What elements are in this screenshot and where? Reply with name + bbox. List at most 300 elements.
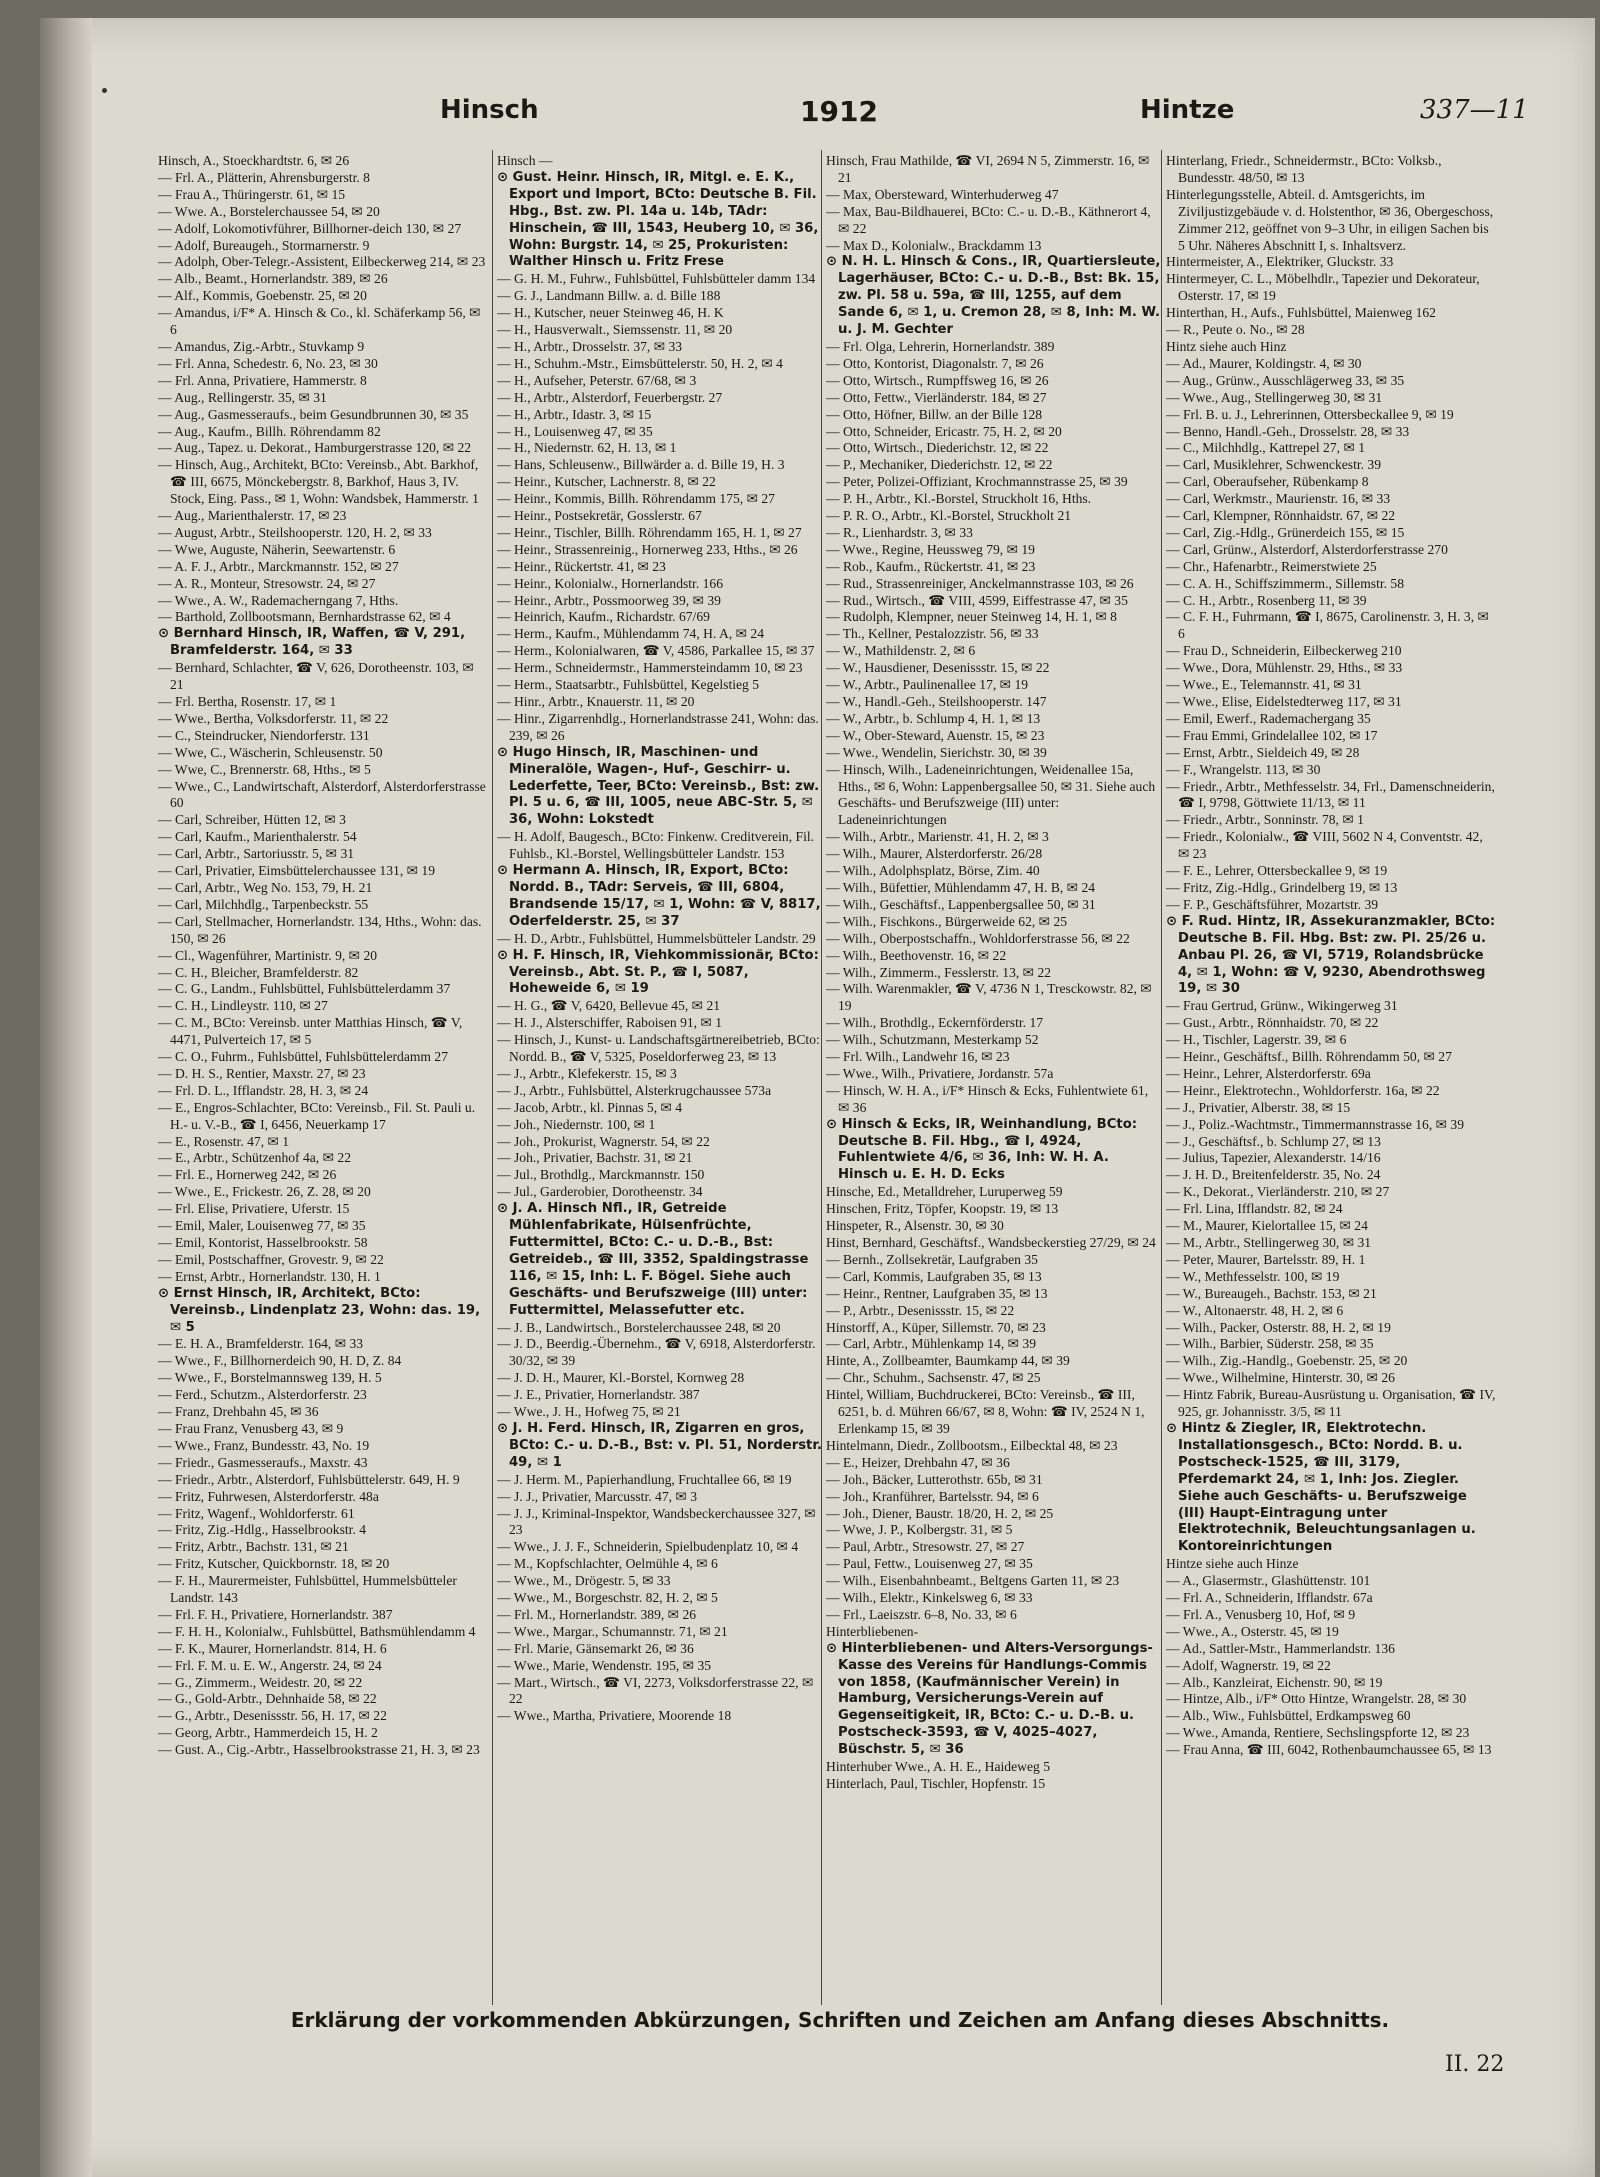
- directory-entry: — Fritz, Arbtr., Bachstr. 131, ✉ 21: [158, 1539, 349, 1555]
- directory-entry: Hinterlegungsstelle, Abteil. d. Amtsgerichts, im Ziviljustizgebäude v. d. Holstenthor, ✉ 36, Obergeschoss, Zimmer 212, geöffnet von 9–3 Uhr, in eiligen Sachen bis 5 Uhr. Näheres Abschnitt I, s. Inhaltsverz.: [1166, 186, 1494, 253]
- directory-entry: — Paul, Fettw., Louisenweg 27, ✉ 35: [826, 1556, 1033, 1572]
- directory-entry: — Friedr., Arbtr., Sonninstr. 78, ✉ 1: [1166, 812, 1364, 828]
- directory-entry: — P. H., Arbtr., Kl.-Borstel, Struckholt 16, Hths.: [826, 491, 1092, 507]
- directory-entry: — Aug., Rellingerstr. 35, ✉ 31: [158, 389, 327, 405]
- directory-entry: — E., Arbtr., Schützenhof 4a, ✉ 22: [158, 1150, 351, 1166]
- directory-entry: — Carl, Privatier, Eimsbüttelerchaussee 131, ✉ 19: [158, 863, 435, 879]
- directory-entry: ⊙ Bernhard Hinsch, IR, Waffen, ☎ V, 291, Bramfelderstr. 164, ✉ 33: [158, 626, 466, 659]
- directory-entry: — Frl. Olga, Lehrerin, Hornerlandstr. 389: [826, 338, 1055, 354]
- directory-entry: — J. E., Privatier, Hornerlandstr. 387: [497, 1387, 700, 1403]
- directory-entry: Hintel, William, Buchdruckerei, BCto: Vereinsb., ☎ III, 6251, b. d. Mühren 66/67, ✉ 8, Wohn: ☎ IV, 2524 N 1, Erlenkamp 15, ✉ 39: [826, 1387, 1145, 1436]
- directory-entry: — Friedr., Arbtr., Methfesselstr. 34, Frl., Damenschneiderin, ☎ I, 9798, Göttwiete 11/13, ✉ 11: [1166, 778, 1495, 811]
- directory-entry: — F. K., Maurer, Hornerlandstr. 814, H. 6: [158, 1640, 387, 1656]
- directory-entry: — Heinr., Strassenreinig., Hornerweg 233, Hths., ✉ 26: [497, 541, 798, 557]
- directory-entry: Hinstorff, A., Küper, Sillemstr. 70, ✉ 23: [826, 1319, 1046, 1335]
- directory-entry: — Amandus, Zig.-Arbtr., Stuvkamp 9: [158, 338, 365, 354]
- directory-entry: — C. H., Bleicher, Bramfelderstr. 82: [158, 964, 359, 980]
- directory-entry: — Aug., Kaufm., Billh. Röhrendamm 82: [158, 423, 381, 439]
- directory-entry: — E., Rosenstr. 47, ✉ 1: [158, 1133, 290, 1149]
- directory-entry: ⊙ H. F. Hinsch, IR, Viehkommissionär, BCto: Vereinsb., Abt. St. P., ☎ I, 5087, Hoheweide 6, ✉ 19: [497, 947, 819, 997]
- directory-entry: — Joh., Diener, Baustr. 18/20, H. 2, ✉ 25: [826, 1505, 1054, 1521]
- directory-entry: — H., Arbtr., Drosselstr. 37, ✉ 33: [497, 338, 683, 354]
- directory-entry: — Ernst, Arbtr., Sieldeich 49, ✉ 28: [1166, 744, 1360, 760]
- directory-entry: Hintze siehe auch Hinze: [1166, 1556, 1299, 1572]
- directory-entry: — Adolph, Ober-Telegr.-Assistent, Eilbeckerweg 214, ✉ 23: [158, 254, 486, 270]
- directory-entry: — E. H. A., Bramfelderstr. 164, ✉ 33: [158, 1336, 364, 1352]
- directory-entry: — Ernst, Arbtr., Hornerlandstr. 130, H. 1: [158, 1268, 381, 1284]
- directory-entry: — J. D. H., Maurer, Kl.-Borstel, Kornweg 28: [497, 1370, 745, 1386]
- directory-entry: — Carl, Kaufm., Marienthalerstr. 54: [158, 829, 357, 845]
- directory-column-4: [1166, 153, 1496, 2003]
- directory-entry: — Jul., Brothdlg., Marckmannstr. 150: [497, 1167, 705, 1183]
- directory-entry: — Jul., Garderobier, Dorotheenstr. 34: [497, 1184, 703, 1200]
- directory-entry: ⊙ Ernst Hinsch, IR, Architekt, BCto: Vereinsb., Lindenplatz 23, Wohn: das. 19, ✉ 5: [158, 1285, 481, 1335]
- directory-entry: — Heinr., Tischler, Billh. Röhrendamm 165, H. 1, ✉ 27: [497, 524, 802, 540]
- directory-entry: — H., Aufseher, Peterstr. 67/68, ✉ 3: [497, 372, 697, 388]
- directory-entry: — H., Niedernstr. 62, H. 13, ✉ 1: [497, 440, 677, 456]
- directory-entry: Hintelmann, Diedr., Zollbootsm., Eilbecktal 48, ✉ 23: [826, 1437, 1118, 1453]
- directory-column-1: [158, 153, 488, 2003]
- directory-entry: — Barthold, Zollbootsmann, Bernhardstrasse 62, ✉ 4: [158, 609, 451, 625]
- directory-entry: — Bernh., Zollsekretär, Laufgraben 35: [826, 1251, 1038, 1267]
- directory-entry: — E., Engros-Schlachter, BCto: Vereinsb., Fil. St. Pauli u. H.- u. V.-B., ☎ I, 6456, Neuerkamp 17: [158, 1099, 476, 1132]
- directory-entry: — Wwe., M., Drögestr. 5, ✉ 33: [497, 1573, 671, 1589]
- directory-entry: — Wwe., E., Frickestr. 26, Z. 28, ✉ 20: [158, 1184, 371, 1200]
- directory-entry: — Wwe., F., Borstelmannsweg 139, H. 5: [158, 1370, 382, 1386]
- directory-entry: — C. F. H., Fuhrmann, ☎ I, 8675, Carolinenstr. 3, H. 3, ✉ 6: [1166, 609, 1489, 642]
- directory-entry: — Wwe, C., Wäscherin, Schleusenstr. 50: [158, 744, 383, 760]
- directory-entry: — Wwe, J. P., Kolbergstr. 31, ✉ 5: [826, 1522, 1013, 1538]
- directory-entry: — A., Glasermstr., Glashüttenstr. 101: [1166, 1573, 1371, 1589]
- directory-entry: Hintermeister, A., Elektriker, Gluckstr. 33: [1166, 254, 1394, 270]
- directory-entry: — Adolf, Bureaugeh., Stormarnerstr. 9: [158, 237, 370, 253]
- directory-entry: — Wilh., Adolphsplatz, Börse, Zim. 40: [826, 863, 1040, 879]
- directory-entry: — Hinr., Zigarrenhdlg., Hornerlandstrasse 241, Wohn: das. 239, ✉ 26: [497, 710, 819, 743]
- directory-entry: — Wilh., Zimmerm., Fesslerstr. 13, ✉ 22: [826, 964, 1052, 980]
- directory-entry: — C. M., BCto: Vereinsb. unter Matthias Hinsch, ☎ V, 4471, Pulverteich 17, ✉ 5: [158, 1015, 463, 1048]
- directory-entry: — Otto, Höfner, Billw. an der Bille 128: [826, 406, 1043, 422]
- directory-entry: — Heinrich, Kaufm., Richardstr. 67/69: [497, 609, 710, 625]
- directory-entry: — Wilh., Eisenbahnbeamt., Beltgens Garten 11, ✉ 23: [826, 1573, 1120, 1589]
- directory-entry: — W., Mathildenstr. 2, ✉ 6: [826, 643, 976, 659]
- directory-entry: — Wwe., Wilh., Privatiere, Jordanstr. 57a: [826, 1065, 1054, 1081]
- directory-entry: — Carl, Klempner, Rönnhaidstr. 67, ✉ 22: [1166, 508, 1396, 524]
- directory-entry: — Heinr., Lehrer, Alsterdorferstr. 69a: [1166, 1065, 1371, 1081]
- directory-entry: — Frl., Laeiszstr. 6–8, No. 33, ✉ 6: [826, 1606, 1017, 1622]
- directory-entry: — Gust., Arbtr., Rönnhaidstr. 70, ✉ 22: [1166, 1015, 1379, 1031]
- directory-entry: — Hintz Fabrik, Bureau-Ausrüstung u. Organisation, ☎ IV, 925, gr. Johannisstr. 3/5, ✉ 11: [1166, 1387, 1496, 1420]
- directory-entry: — Frl. A., Venusberg 10, Hof, ✉ 9: [1166, 1606, 1356, 1622]
- sheet-mark: II. 22: [1445, 2052, 1505, 2077]
- directory-entry: — F., Wrangelstr. 113, ✉ 30: [1166, 761, 1321, 777]
- directory-entry: — Cl., Wagenführer, Martinistr. 9, ✉ 20: [158, 947, 378, 963]
- directory-entry: — Wwe., J. J. F., Schneiderin, Spielbudenplatz 10, ✉ 4: [497, 1539, 799, 1555]
- directory-entry: — W., Hausdiener, Desenissstr. 15, ✉ 22: [826, 660, 1050, 676]
- directory-entry: — F. H., Maurermeister, Fuhlsbüttel, Hummelsbütteler Landstr. 143: [158, 1573, 457, 1606]
- directory-entry: Hinsche, Ed., Metalldreher, Luruperweg 59: [826, 1184, 1063, 1200]
- directory-entry: — Max D., Kolonialw., Brackdamm 13: [826, 237, 1042, 253]
- directory-entry: — Rudolph, Klempner, neuer Steinweg 14, H. 1, ✉ 8: [826, 609, 1117, 625]
- directory-entry: — W., Handl.-Geh., Steilshooperstr. 147: [826, 694, 1047, 709]
- directory-entry: — Herm., Staatsarbtr., Fuhlsbüttel, Kegelstieg 5: [497, 677, 760, 693]
- directory-entry: — Emil, Maler, Louisenweg 77, ✉ 35: [158, 1218, 366, 1234]
- directory-entry: — J., Poliz.-Wachtmstr., Timmermannstrasse 16, ✉ 39: [1166, 1116, 1465, 1132]
- directory-entry: — H. J., Alsterschiffer, Raboisen 91, ✉ 1: [497, 1015, 723, 1031]
- directory-entry: — H. G., ☎ V, 6420, Bellevue 45, ✉ 21: [497, 998, 721, 1014]
- directory-entry: — Emil, Ewerf., Rademachergang 35: [1166, 710, 1371, 726]
- directory-entry: — Wwe., Wilhelmine, Hinterstr. 30, ✉ 26: [1166, 1370, 1395, 1386]
- directory-entry: — Wwe., J. H., Hofweg 75, ✉ 21: [497, 1404, 681, 1420]
- directory-entry: — Herm., Schneidermstr., Hammersteindamm 10, ✉ 23: [497, 660, 803, 676]
- directory-entry: — Peter, Polizei-Offiziant, Krochmannstrasse 25, ✉ 39: [826, 474, 1128, 490]
- directory-entry: — J. H. D., Breitenfelderstr. 35, No. 24: [1166, 1167, 1381, 1183]
- directory-entry: — Wilh., Beethovenstr. 16, ✉ 22: [826, 947, 1007, 963]
- directory-entry: — Wilh., Barbier, Süderstr. 258, ✉ 35: [1166, 1336, 1374, 1352]
- directory-entry: — Frau Gertrud, Grünw., Wikingerweg 31: [1166, 998, 1398, 1014]
- directory-entry: ⊙ J. H. Ferd. Hinsch, IR, Zigarren en gros, BCto: C.- u. D.-B., Bst: v. Pl. 51, Norderstr. 49, ✉ 1: [497, 1420, 822, 1470]
- directory-entry: — Frau Franz, Venusberg 43, ✉ 9: [158, 1420, 344, 1436]
- directory-entry: — Heinr., Rentner, Laufgraben 35, ✉ 13: [826, 1285, 1048, 1301]
- directory-entry: — H., Arbtr., Idastr. 3, ✉ 15: [497, 406, 652, 422]
- directory-entry: Hinsch, Frau Mathilde, ☎ VI, 2694 N 5, Zimmerstr. 16, ✉ 21: [826, 153, 1150, 185]
- directory-entry: — W., Arbtr., Paulinenallee 17, ✉ 19: [826, 677, 1029, 693]
- directory-entry: — Aug., Gasmesseraufs., beim Gesundbrunnen 30, ✉ 35: [158, 406, 469, 422]
- directory-entry: — H. D., Arbtr., Fuhlsbüttel, Hummelsbütteler Landstr. 29: [497, 930, 816, 946]
- directory-entry: — W., Arbtr., b. Schlump 4, H. 1, ✉ 13: [826, 710, 1041, 726]
- directory-entry: — Amandus, i/F* A. Hinsch & Co., kl. Schäferkamp 56, ✉ 6: [158, 305, 481, 338]
- directory-entry: — Carl, Werkmstr., Maurienstr. 16, ✉ 33: [1166, 491, 1391, 507]
- directory-entry: — Rud., Wirtsch., ☎ VIII, 4599, Eiffestrasse 47, ✉ 35: [826, 592, 1128, 608]
- directory-entry: — Carl, Arbtr., Weg No. 153, 79, H. 21: [158, 879, 373, 895]
- directory-entry: — Frl. Wilh., Landwehr 16, ✉ 23: [826, 1049, 1010, 1065]
- directory-entry: — Frl. B. u. J., Lehrerinnen, Ottersbeckallee 9, ✉ 19: [1166, 406, 1454, 422]
- directory-entry: — Joh., Privatier, Bachstr. 31, ✉ 21: [497, 1150, 693, 1166]
- directory-entry: — Mart., Wirtsch., ☎ VI, 2273, Volksdorferstrasse 22, ✉ 22: [497, 1674, 814, 1707]
- directory-entry: — Carl, Grünw., Alsterdorf, Alsterdorferstrasse 270: [1166, 541, 1448, 557]
- directory-entry: — Frl. Marie, Gänsemarkt 26, ✉ 36: [497, 1640, 694, 1656]
- abbreviation-note: Erklärung der vorkommenden Abkürzungen, Schriften und Zeichen am Anfang dieses Abschnitts.: [290, 2008, 1390, 2032]
- directory-entry: — Wwe., Wendelin, Sierichstr. 30, ✉ 39: [826, 744, 1047, 760]
- directory-entry: ⊙ Hugo Hinsch, IR, Maschinen- und Mineralöle, Wagen-, Huf-, Geschirr- u. Lederfette, Teer, BCto: Vereinsb., Bst: zw. Pl. 5 u. 6, ☎ III, 1005, neue ABC-Str. 5, ✉ 36, Wohn: Lokstedt: [497, 744, 820, 828]
- directory-entry: — Carl, Musiklehrer, Schwenckestr. 39: [1166, 457, 1382, 473]
- directory-entry: — Bernhard, Schlachter, ☎ V, 626, Dorotheenstr. 103, ✉ 21: [158, 660, 474, 693]
- directory-entry: — Frl. D. L., Ifflandstr. 28, H. 3, ✉ 24: [158, 1082, 369, 1098]
- directory-entry: — Hans, Schleusenw., Billwärder a. d. Bille 19, H. 3: [497, 457, 785, 473]
- directory-entry: — H., Hausverwalt., Siemssenstr. 11, ✉ 20: [497, 322, 733, 338]
- directory-entry: — Frl. Anna, Privatiere, Hammerstr. 8: [158, 372, 367, 388]
- directory-entry: ⊙ N. H. L. Hinsch & Cons., IR, Quartiersleute, Lagerhäuser, BCto: C.- u. D.-B., Bst: Bk. 15, zw. Pl. 58 u. 59a, ☎ III, 1255, auf dem Sande 6, ✉ 1, u. Cremon 28, ✉ 8, Inh: M. W. u. J. M. Gechter: [826, 254, 1161, 338]
- directory-entry: — A. F. J., Arbtr., Marckmannstr. 152, ✉ 27: [158, 558, 399, 574]
- directory-entry: — Alb., Kanzleirat, Eichenstr. 90, ✉ 19: [1166, 1674, 1383, 1690]
- directory-entry: — Frl. Elise, Privatiere, Uferstr. 15: [158, 1201, 350, 1217]
- directory-entry: — H., Tischler, Lagerstr. 39, ✉ 6: [1166, 1032, 1347, 1048]
- directory-entry: — Frl. F. H., Privatiere, Hornerlandstr. 387: [158, 1606, 393, 1622]
- directory-entry: — Adolf, Wagnerstr. 19, ✉ 22: [1166, 1657, 1331, 1673]
- directory-entry: Hinspeter, R., Alsenstr. 30, ✉ 30: [826, 1218, 1004, 1234]
- directory-entry: — Fritz, Wagenf., Wohldorferstr. 61: [158, 1505, 355, 1521]
- book-gutter: [40, 18, 92, 2177]
- directory-entry: — Benno, Handl.-Geh., Drosselstr. 28, ✉ 33: [1166, 423, 1410, 439]
- directory-entry: — Carl, Arbtr., Sartoriusstr. 5, ✉ 31: [158, 846, 355, 862]
- directory-entry: — Max, Obersteward, Winterhuderweg 47: [826, 186, 1059, 202]
- directory-entry: — M., Maurer, Kielortallee 15, ✉ 24: [1166, 1218, 1368, 1234]
- directory-entry: — Alb., Beamt., Hornerlandstr. 389, ✉ 26: [158, 271, 388, 287]
- directory-entry: — Wilh., Fischkons., Bürgerweide 62, ✉ 25: [826, 913, 1068, 929]
- directory-entry: — Friedr., Gasmesseraufs., Maxstr. 43: [158, 1454, 368, 1470]
- header-last-name: Hintze: [1140, 95, 1235, 125]
- directory-entry: — D. H. S., Rentier, Maxstr. 27, ✉ 23: [158, 1065, 366, 1081]
- directory-entry: — J., Arbtr., Klefekerstr. 15, ✉ 3: [497, 1065, 677, 1081]
- directory-entry: — Frl. Anna, Schedestr. 6, No. 23, ✉ 30: [158, 355, 378, 371]
- directory-entry: — P. R. O., Arbtr., Kl.-Borstel, Struckholt 21: [826, 508, 1072, 524]
- directory-entry: — C. O., Fuhrm., Fuhlsbüttel, Fuhlsbüttelerdamm 27: [158, 1049, 449, 1065]
- directory-entry: — Gust. A., Cig.-Arbtr., Hasselbrookstrasse 21, H. 3, ✉ 23: [158, 1742, 480, 1758]
- directory-entry: — Max, Bau-Bildhauerei, BCto: C.- u. D.-B., Käthnerort 4, ✉ 22: [826, 203, 1151, 236]
- directory-entry: Hinterthan, H., Aufs., Fuhlsbüttel, Maienweg 162: [1166, 305, 1436, 321]
- directory-entry: — Wilh., Zig.-Handlg., Goebenstr. 25, ✉ 20: [1166, 1353, 1408, 1369]
- directory-entry: — August, Arbtr., Steilshooperstr. 120, H. 2, ✉ 33: [158, 524, 432, 540]
- directory-entry: — Emil, Kontorist, Hasselbrookstr. 58: [158, 1235, 368, 1250]
- directory-entry: — Carl, Schreiber, Hütten 12, ✉ 3: [158, 812, 346, 828]
- directory-entry: — Franz, Drehbahn 45, ✉ 36: [158, 1404, 319, 1420]
- directory-entry: — Wwe., A., Osterstr. 45, ✉ 19: [1166, 1623, 1339, 1639]
- directory-entry: — G., Arbtr., Desenissstr. 56, H. 17, ✉ 22: [158, 1708, 387, 1724]
- directory-entry: — J. J., Privatier, Marcusstr. 47, ✉ 3: [497, 1488, 698, 1504]
- directory-entry: — Peter, Maurer, Bartelsstr. 89, H. 1: [1166, 1251, 1366, 1267]
- directory-entry: — Wwe., Dora, Mühlenstr. 29, Hths., ✉ 33: [1166, 660, 1403, 676]
- directory-column-2: [497, 153, 827, 2003]
- directory-entry: — G. J., Landmann Billw. a. d. Bille 188: [497, 288, 721, 304]
- directory-entry: — Chr., Hafenarbtr., Reimerstwiete 25: [1166, 558, 1377, 574]
- directory-entry: — Otto, Fettw., Vierländerstr. 184, ✉ 27: [826, 389, 1047, 405]
- directory-entry: — C. H., Lindleystr. 110, ✉ 27: [158, 998, 328, 1014]
- directory-entry: — W., Bureaugeh., Bachstr. 153, ✉ 21: [1166, 1285, 1377, 1301]
- directory-entry: — J. J., Kriminal-Inspektor, Wandsbeckerchaussee 327, ✉ 23: [497, 1505, 816, 1538]
- directory-entry: ⊙ Gust. Heinr. Hinsch, IR, Mitgl. e. E. K., Export und Import, BCto: Deutsche B. Fil. Hbg., Bst. zw. Pl. 14a u. 14b, TAdr: Hinschein, ☎ III, 1543, Heuberg 10, ✉ 36, Wohn: Burgstr. 14, ✉ 25, Prokuristen: Walther Hinsch u. Fritz Frese: [497, 169, 819, 270]
- directory-entry: — H., Kutscher, neuer Steinweg 46, H. K: [497, 305, 724, 321]
- directory-entry: — H., Arbtr., Alsterdorf, Feuerbergstr. 27: [497, 389, 723, 405]
- directory-entry: — C., Steindrucker, Niendorferstr. 131: [158, 727, 370, 743]
- directory-entry: — C., Milchhdlg., Kattrepel 27, ✉ 1: [1166, 440, 1366, 456]
- directory-entry: — H., Louisenweg 47, ✉ 35: [497, 423, 653, 439]
- directory-entry: — J. B., Landwirtsch., Borstelerchaussee 248, ✉ 20: [497, 1319, 781, 1335]
- directory-entry: Hinterbliebenen-: [826, 1623, 919, 1639]
- header-year: 1912: [800, 95, 878, 128]
- directory-column-3: [826, 153, 1161, 2003]
- directory-entry: ⊙ Hinterbliebenen- und Alters-Versorgungs-Kasse des Vereins für Handlungs-Commis von 1858, (Kaufmännischer Verein) in Hamburg, Versicherungs-Verein auf Gegenseitigkeit, IR, BCto: C.- u. D.-B. u. Postscheck-3593, ☎ V, 4025–4027, Büschstr. 5, ✉ 36: [826, 1640, 1153, 1758]
- directory-entry: — Joh., Bäcker, Lutterothstr. 65b, ✉ 31: [826, 1471, 1043, 1487]
- directory-entry: — Carl, Kommis, Laufgraben 35, ✉ 13: [826, 1268, 1042, 1284]
- directory-entry: — P., Mechaniker, Diederichstr. 12, ✉ 22: [826, 457, 1053, 473]
- directory-entry: — Carl, Oberaufseher, Rübenkamp 8: [1166, 474, 1369, 490]
- directory-entry: — H., Schuhm.-Mstr., Eimsbüttelerstr. 50, H. 2, ✉ 4: [497, 355, 783, 371]
- directory-entry: — Ad., Sattler-Mstr., Hammerlandstr. 136: [1166, 1640, 1395, 1656]
- directory-entry: — Wwe., Bertha, Volksdorferstr. 11, ✉ 22: [158, 710, 389, 726]
- directory-entry: — Jacob, Arbtr., kl. Pinnas 5, ✉ 4: [497, 1099, 683, 1115]
- directory-entry: — Wilh., Schutzmann, Mesterkamp 52: [826, 1032, 1039, 1048]
- directory-entry: — Wwe, Auguste, Näherin, Seewartenstr. 6: [158, 541, 396, 557]
- directory-entry: Hintermeyer, C. L., Möbelhdlr., Tapezier und Dekorateur, Osterstr. 17, ✉ 19: [1166, 271, 1480, 304]
- directory-entry: — Heinr., Rückertstr. 41, ✉ 23: [497, 558, 666, 574]
- directory-entry: — Frau Anna, ☎ III, 6042, Rothenbaumchaussee 65, ✉ 13: [1166, 1742, 1492, 1758]
- directory-entry: — J., Arbtr., Fuhlsbüttel, Alsterkrugchaussee 573a: [497, 1082, 772, 1098]
- directory-entry: — Emil, Postschaffner, Grovestr. 9, ✉ 22: [158, 1251, 384, 1267]
- directory-entry: Hinte, A., Zollbeamter, Baumkamp 44, ✉ 39: [826, 1353, 1070, 1369]
- directory-entry: — R., Lienhardstr. 3, ✉ 33: [826, 524, 973, 540]
- directory-entry: — Wwe., Regine, Heussweg 79, ✉ 19: [826, 541, 1035, 557]
- directory-entry: — Wwe, C., Brennerstr. 68, Hths., ✉ 5: [158, 761, 371, 777]
- directory-entry: — Wilh., Arbtr., Marienstr. 41, H. 2, ✉ 3: [826, 829, 1049, 845]
- header-first-name: Hinsch: [440, 95, 539, 125]
- directory-entry: — Carl, Zig.-Hdlg., Grünerdeich 155, ✉ 15: [1166, 524, 1405, 540]
- directory-entry: — Th., Kellner, Pestalozzistr. 56, ✉ 33: [826, 626, 1039, 642]
- directory-entry: — Alf., Kommis, Goebenstr. 25, ✉ 20: [158, 288, 367, 304]
- directory-entry: — Wilh., Elektr., Kinkelsweg 6, ✉ 33: [826, 1590, 1033, 1606]
- directory-entry: — C. H., Arbtr., Rosenberg 11, ✉ 39: [1166, 592, 1367, 608]
- directory-entry: — Wilh., Büfettier, Mühlendamm 47, H. B, ✉ 24: [826, 879, 1096, 895]
- directory-entry: — G. H. M., Fuhrw., Fuhlsbüttel, Fuhlsbütteler damm 134: [497, 271, 816, 287]
- directory-entry: — C. G., Landm., Fuhlsbüttel, Fuhlsbüttelerdamm 37: [158, 981, 451, 997]
- directory-entry: — Chr., Schuhm., Sachsenstr. 47, ✉ 25: [826, 1370, 1041, 1386]
- directory-entry: — Friedr., Arbtr., Alsterdorf, Fuhlsbüttelerstr. 649, H. 9: [158, 1471, 460, 1487]
- directory-entry: — Aug., Grünw., Ausschlägerweg 33, ✉ 35: [1166, 372, 1405, 388]
- directory-entry: ⊙ J. A. Hinsch Nfl., IR, Getreide Mühlenfabrikate, Hülsenfrüchte, Futtermittel, BCto: C.- u. D.-B., Bst: Getreideb., ☎ III, 3352, Spaldingstrasse 116, ✉ 15, Inh: L. F. Bögel. Siehe auch Geschäfts- und Berufszweige (III) unter: Futtermittel, Melassefutter etc.: [497, 1201, 809, 1318]
- directory-entry: — C. A. H., Schiffszimmerm., Sillemstr. 58: [1166, 575, 1405, 591]
- directory-entry: Hinsch —: [497, 153, 553, 168]
- directory-entry: — Heinr., Geschäftsf., Billh. Röhrendamm 50, ✉ 27: [1166, 1049, 1452, 1065]
- directory-entry: — H. Adolf, Baugesch., BCto: Finkenw. Creditverein, Fil. Fuhlsb., Kl.-Borstel, Wellingsbütteler Landstr. 153: [497, 829, 815, 862]
- directory-entry: — Frl. A., Plätterin, Ahrensburgerstr. 8: [158, 169, 370, 185]
- directory-entry: — Herm., Kolonialwaren, ☎ V, 4586, Parkallee 15, ✉ 37: [497, 643, 815, 659]
- directory-entry: — P., Arbtr., Desenissstr. 15, ✉ 22: [826, 1302, 1015, 1318]
- directory-entry: — A. R., Monteur, Stresowstr. 24, ✉ 27: [158, 575, 376, 591]
- directory-entry: — Wilh., Oberpostschaffn., Wohldorferstrasse 56, ✉ 22: [826, 930, 1130, 946]
- directory-entry: — Julius, Tapezier, Alexanderstr. 14/16: [1166, 1150, 1381, 1166]
- directory-entry: — W., Ober-Steward, Auenstr. 15, ✉ 23: [826, 727, 1045, 743]
- directory-entry: — G., Zimmerm., Weidestr. 20, ✉ 22: [158, 1674, 363, 1690]
- directory-entry: — Heinr., Postsekretär, Gosslerstr. 67: [497, 508, 702, 524]
- directory-entry: — Wilh. Warenmakler, ☎ V, 4736 N 1, Tresckowstr. 82, ✉ 19: [826, 981, 1152, 1014]
- directory-entry: — Wwe., C., Landwirtschaft, Alsterdorf, Alsterdorferstrasse 60: [158, 778, 486, 811]
- directory-entry: — Otto, Schneider, Ericastr. 75, H. 2, ✉ 20: [826, 423, 1062, 439]
- directory-entry: Hinterhuber Wwe., A. H. E., Haideweg 5: [826, 1759, 1050, 1775]
- directory-entry: — Wwe., Aug., Stellingerweg 30, ✉ 31: [1166, 389, 1383, 405]
- directory-entry: — Carl, Milchhdlg., Tarpenbeckstr. 55: [158, 896, 369, 912]
- directory-entry: — F. H. H., Kolonialw., Fuhlsbüttel, Bathsmühlendamm 4: [158, 1623, 476, 1639]
- directory-entry: — Wilh., Maurer, Alsterdorferstr. 26/28: [826, 846, 1043, 862]
- directory-entry: — Friedr., Kolonialw., ☎ VIII, 5602 N 4, Conventstr. 42, ✉ 23: [1166, 829, 1483, 862]
- directory-entry: — Alb., Wiw., Fuhlsbüttel, Erdkampsweg 60: [1166, 1708, 1411, 1724]
- directory-entry: — M., Arbtr., Stellingerweg 30, ✉ 31: [1166, 1235, 1372, 1250]
- directory-entry: — Aug., Marienthalerstr. 17, ✉ 23: [158, 508, 347, 524]
- directory-entry: — Frau D., Schneiderin, Eilbeckerweg 210: [1166, 643, 1402, 659]
- directory-entry: — J., Geschäftsf., b. Schlump 27, ✉ 13: [1166, 1133, 1381, 1149]
- directory-entry: — Hinsch, Aug., Architekt, BCto: Vereinsb., Abt. Barkhof, ☎ III, 6675, Mönckebergstr. 8, Barkhof, Haus 3, IV. Stock, Eing. Pass., ✉ 1, Wohn: Wandsbek, Hammerstr. 1: [158, 457, 479, 507]
- directory-entry: — Wwe., E., Telemannstr. 41, ✉ 31: [1166, 677, 1362, 693]
- ink-speck: [102, 88, 107, 93]
- directory-entry: — E., Heizer, Drehbahn 47, ✉ 36: [826, 1454, 1010, 1470]
- directory-entry: Hinterlach, Paul, Tischler, Hopfenstr. 15: [826, 1776, 1046, 1791]
- directory-entry: — J., Privatier, Alberstr. 38, ✉ 15: [1166, 1099, 1351, 1115]
- directory-entry: — Fritz, Fuhrwesen, Alsterdorferstr. 48a: [158, 1488, 379, 1504]
- running-header: [150, 95, 1550, 135]
- directory-entry: Hinst, Bernhard, Geschäftsf., Wandsbeckerstieg 27/29, ✉ 24: [826, 1235, 1156, 1250]
- directory-entry: — Hinsch, W. H. A., i/F* Hinsch & Ecks, Fuhlentwiete 61, ✉ 36: [826, 1082, 1149, 1115]
- directory-entry: — Frl. M., Hornerlandstr. 389, ✉ 26: [497, 1606, 697, 1622]
- directory-entry: — Wwe., Franz, Bundesstr. 43, No. 19: [158, 1437, 370, 1453]
- directory-entry: — Carl, Stellmacher, Hornerlandstr. 134, Hths., Wohn: das. 150, ✉ 26: [158, 913, 482, 946]
- column-rule: [1161, 150, 1162, 2005]
- directory-entry: — Frl. F. M. u. E. W., Angerstr. 24, ✉ 24: [158, 1657, 382, 1673]
- directory-entry: — Hinsch, Wilh., Ladeneinrichtungen, Weidenallee 15a, Hths., ✉ 6, Wohn: Lappenbergsallee 50, ✉ 31. Siehe auch Geschäfts- und Berufszweige (III) unter: Ladeneinrichtungen: [826, 761, 1156, 828]
- directory-entry: — Wwe., M., Borgeschstr. 82, H. 2, ✉ 5: [497, 1590, 718, 1606]
- directory-entry: — Wwe., Martha, Privatiere, Moorende 18: [497, 1708, 732, 1724]
- directory-entry: — Otto, Wirtsch., Diederichstr. 12, ✉ 22: [826, 440, 1049, 456]
- directory-entry: — Joh., Kranführer, Bartelsstr. 94, ✉ 6: [826, 1488, 1039, 1504]
- directory-entry: — Heinr., Arbtr., Possmoorweg 39, ✉ 39: [497, 592, 721, 608]
- directory-entry: — Fritz, Kutscher, Quickbornstr. 18, ✉ 20: [158, 1556, 390, 1572]
- directory-entry: ⊙ Hermann A. Hinsch, IR, Export, BCto: Nordd. B., TAdr: Serveis, ☎ III, 6804, Brandsende 15/17, ✉ 1, Wohn: ☎ V, 8817, Oderfelderstr. 25, ✉ 37: [497, 863, 821, 929]
- header-page-number: 337—11: [1420, 95, 1529, 125]
- directory-entry: — Frau Emmi, Grindelallee 102, ✉ 17: [1166, 727, 1378, 743]
- directory-entry: — Aug., Tapez. u. Dekorat., Hamburgerstrasse 120, ✉ 22: [158, 440, 472, 456]
- directory-entry: — Wwe., F., Billhornerdeich 90, H. D, Z. 84: [158, 1353, 402, 1369]
- directory-entry: Hinterlang, Friedr., Schneidermstr., BCto: Volksb., Bundesstr. 48/50, ✉ 13: [1166, 153, 1442, 185]
- directory-entry: — Wwe., Marie, Wendenstr. 195, ✉ 35: [497, 1657, 712, 1673]
- directory-entry: — Otto, Wirtsch., Rumpffsweg 16, ✉ 26: [826, 372, 1049, 388]
- directory-entry: — J. Herm. M., Papierhandlung, Fruchtallee 66, ✉ 19: [497, 1471, 792, 1487]
- directory-entry: — Wwe., A. W., Rademacherngang 7, Hths.: [158, 592, 399, 608]
- directory-entry: ⊙ Hinsch & Ecks, IR, Weinhandlung, BCto: Deutsche B. Fil. Hbg., ☎ I, 4924, Fuhlentwiete 4/6, ✉ 36, Inh: W. H. A. Hinsch u. E. H. D. Ecks: [826, 1116, 1138, 1183]
- directory-entry: — Wwe., Elise, Eidelstedterweg 117, ✉ 31: [1166, 694, 1402, 709]
- directory-entry: — Hinr., Arbtr., Knauerstr. 11, ✉ 20: [497, 694, 695, 709]
- directory-entry: — F. P., Geschäftsführer, Mozartstr. 39: [1166, 896, 1379, 912]
- directory-entry: — M., Kopfschlachter, Oelmühle 4, ✉ 6: [497, 1556, 718, 1572]
- directory-entry: — Wilh., Geschäftsf., Lappenbergsallee 50, ✉ 31: [826, 896, 1096, 912]
- directory-entry: — Paul, Arbtr., Stresowstr. 27, ✉ 27: [826, 1539, 1025, 1555]
- directory-entry: — Ferd., Schutzm., Alsterdorferstr. 23: [158, 1387, 367, 1403]
- directory-entry: — F. E., Lehrer, Ottersbeckallee 9, ✉ 19: [1166, 863, 1388, 879]
- directory-entry: ⊙ Hintz & Ziegler, IR, Elektrotechn. Installationsgesch., BCto: Nordd. B. u. Postscheck-1525, ☎ III, 3179, Pferdemarkt 24, ✉ 1, Inh: Jos. Ziegler. Siehe auch Geschäfts- u. Berufszweige (III) Haupt-Eintragung unter Elektrotechnik, Beleuchtungsanlagen u. Kontoreinrichtungen: [1166, 1420, 1476, 1555]
- directory-entry: — Fritz, Zig.-Hdlg., Hasselbrookstr. 4: [158, 1522, 367, 1538]
- directory-entry: — Frl. Lina, Ifflandstr. 82, ✉ 24: [1166, 1201, 1343, 1217]
- directory-entry: — Hintze, Alb., i/F* Otto Hintze, Wrangelstr. 28, ✉ 30: [1166, 1691, 1467, 1707]
- directory-entry: Hintz siehe auch Hinz: [1166, 338, 1287, 354]
- directory-entry: — Georg, Arbtr., Hammerdeich 15, H. 2: [158, 1725, 378, 1741]
- directory-entry: — W., Methfesselstr. 100, ✉ 19: [1166, 1268, 1340, 1284]
- directory-entry: — Wwe. A., Borstelerchaussee 54, ✉ 20: [158, 203, 380, 219]
- directory-entry: — Frau A., Thüringerstr. 61, ✉ 15: [158, 186, 346, 202]
- directory-entry: — Rob., Kaufm., Rückertstr. 41, ✉ 23: [826, 558, 1036, 574]
- directory-entry: — Wwe., Amanda, Rentiere, Sechslingspforte 12, ✉ 23: [1166, 1725, 1470, 1741]
- directory-entry: ⊙ F. Rud. Hintz, IR, Assekuranzmakler, BCto: Deutsche B. Fil. Hbg. Bst: zw. Pl. 25/26 u. Anbau Pl. 26, ☎ VI, 5719, Rolandsbrücke 4, ✉ 1, Wohn: ☎ V, 9230, Abendrothsweg 19, ✉ 30: [1166, 913, 1496, 997]
- directory-entry: — Wwe., Margar., Schumannstr. 71, ✉ 21: [497, 1623, 728, 1639]
- directory-entry: — G., Gold-Arbtr., Dehnhaide 58, ✉ 22: [158, 1691, 377, 1707]
- directory-entry: — Heinr., Kommis, Billh. Röhrendamm 175, ✉ 27: [497, 491, 775, 507]
- directory-entry: Hinschen, Fritz, Töpfer, Koopstr. 19, ✉ 13: [826, 1201, 1059, 1217]
- directory-entry: — K., Dekorat., Vierländerstr. 210, ✉ 27: [1166, 1184, 1390, 1200]
- directory-entry: — Joh., Niedernstr. 100, ✉ 1: [497, 1116, 656, 1132]
- directory-entry: — Otto, Kontorist, Diagonalstr. 7, ✉ 26: [826, 355, 1044, 371]
- directory-entry: — Heinr., Kolonialw., Hornerlandstr. 166: [497, 575, 724, 591]
- directory-entry: — Hinsch, J., Kunst- u. Landschaftsgärtnereibetrieb, BCto: Nordd. B., ☎ V, 5325, Poseldorferweg 23, ✉ 13: [497, 1032, 820, 1065]
- directory-entry: — Joh., Prokurist, Wagnerstr. 54, ✉ 22: [497, 1133, 710, 1149]
- directory-entry: — Herm., Kaufm., Mühlendamm 74, H. A, ✉ 24: [497, 626, 764, 642]
- directory-entry: — Frl. A., Schneiderin, Ifflandstr. 67a: [1166, 1590, 1373, 1606]
- directory-entry: — Heinr., Elektrotechn., Wohldorferstr. 16a, ✉ 22: [1166, 1082, 1440, 1098]
- directory-entry: — Adolf, Lokomotivführer, Billhorner-deich 130, ✉ 27: [158, 220, 462, 236]
- directory-entry: Hinsch, A., Stoeckhardtstr. 6, ✉ 26: [158, 153, 350, 168]
